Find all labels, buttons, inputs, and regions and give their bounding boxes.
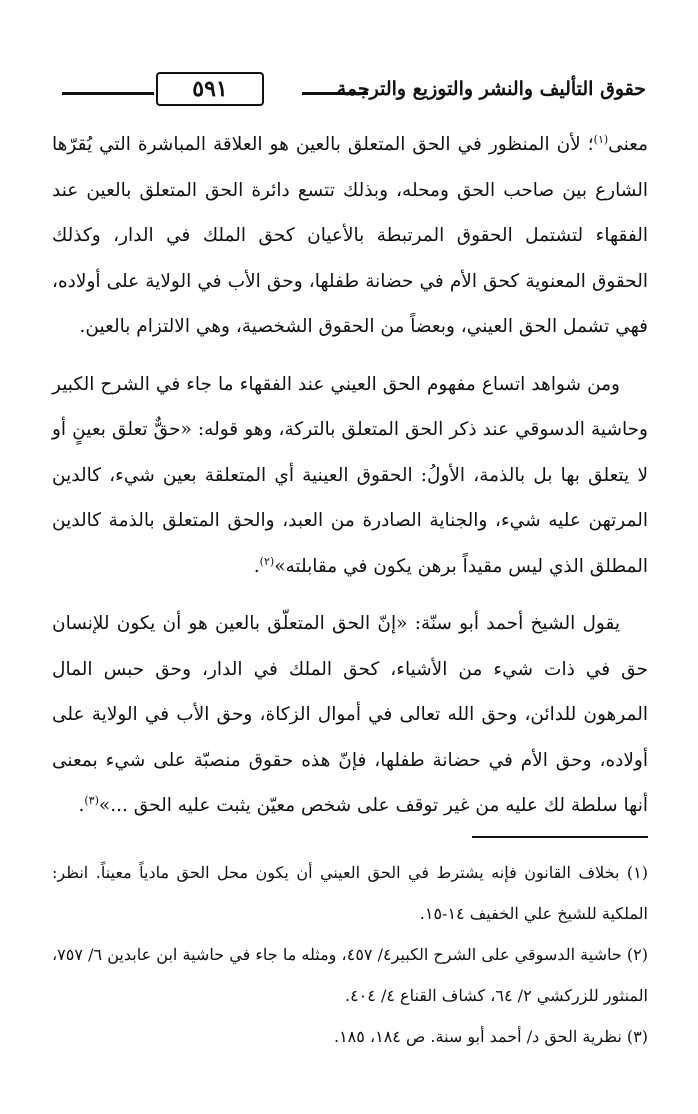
paragraph-text: .	[253, 555, 260, 577]
footnotes	[52, 852, 648, 1057]
footnote-marker: (٣)	[84, 793, 99, 807]
paragraph-text: معنى	[608, 134, 648, 155]
header-rule	[62, 92, 154, 95]
footnote: (٣) نظرية الحق د/ أحمد أبو سنة. ص ١٨٤، ١٨٥.	[333, 1027, 648, 1046]
paragraph-text: ومن شواهد اتساع مفهوم الحق العيني عند الفقهاء ما جاء في الشرح الكبير وحاشية الدسوقي عند ذكر الحق المتعلق بالتركة، وهو قوله: «حقٌّ تعلق بعينٍ أو لا يتعلق بها بل بالذمة، الأولُ: الحقوق العينية أي المتعلقة بعين شيء، كالدين المرتهن عليه شيء، والجناية الصادرة من العبد، والحق المتعلق بالذمة كالدين المطلق الذي ليس مقيداً برهن يكون في مقابلته»	[52, 373, 648, 577]
paragraph	[52, 362, 648, 590]
footnote-marker: (٢)	[259, 554, 275, 568]
header-title: حقوق التأليف والنشر والتوزيع والترجمة	[336, 78, 646, 100]
paragraph	[52, 601, 648, 829]
paragraph-text: يقول الشيخ أحمد أبو سنّة: «إنّ الحق المتعلّق بالعين هو أن يكون للإنسان حق في ذات شيء من الأشياء، كحق الملك في الدار، وحق حبس المال المرهون للدائن، وحق الله تعالى في أموال الزكاة، وحق الأب في الولاية على أولاده، وحق الأم في حضانة طفلها، فإنّ هذه حقوق منصبّة على شيء بمعنى أنها سلطة لك عليه من غير توقف على شخص معيّن يثبت عليه الحق ...»	[52, 613, 648, 816]
header-rule	[302, 92, 368, 95]
paragraph-text: ؛ لأن المنظور في الحق المتعلق بالعين هو العلاقة المباشرة التي يُقرّها الشارع بين صاحب الحق ومحله، وبذلك تتسع دائرة الحق المتعلق بالعين عند الفقهاء لتشتمل الحقوق المرتبطة بالأعيان كحق الملك في الدار، وكذلك الحقوق المعنوية كحق الأم في حضانة طفلها، وحق الأب في الولاية على أولاده، فهي تشمل الحق العيني، وبعضاً من الحقوق الشخصية، وهي الالتزام بالعين.	[52, 134, 648, 337]
page-number: ٥٩١	[156, 72, 264, 106]
running-header	[62, 72, 646, 112]
footnote: (٢) حاشية الدسوقي على الشرح الكبير٤/ ٤٥٧، ومثله ما جاء في حاشية ابن عابدين ٦/ ٧٥٧، المنثور للزركشي ٢/ ٦٤، كشاف القناع ٤/ ٤٠٤.	[52, 945, 648, 1005]
paragraph	[52, 122, 648, 350]
footnote-marker: (١)	[593, 132, 609, 146]
paragraph-text: .	[78, 795, 85, 816]
footnote: (١) بخلاف القانون فإنه يشترط في الحق العيني أن يكون محل الحق مادياً معيناً. انظر: الملكية للشيخ علي الخفيف ١٤-١٥.	[52, 863, 648, 923]
main-text	[52, 122, 648, 829]
footnote-separator	[472, 836, 648, 838]
